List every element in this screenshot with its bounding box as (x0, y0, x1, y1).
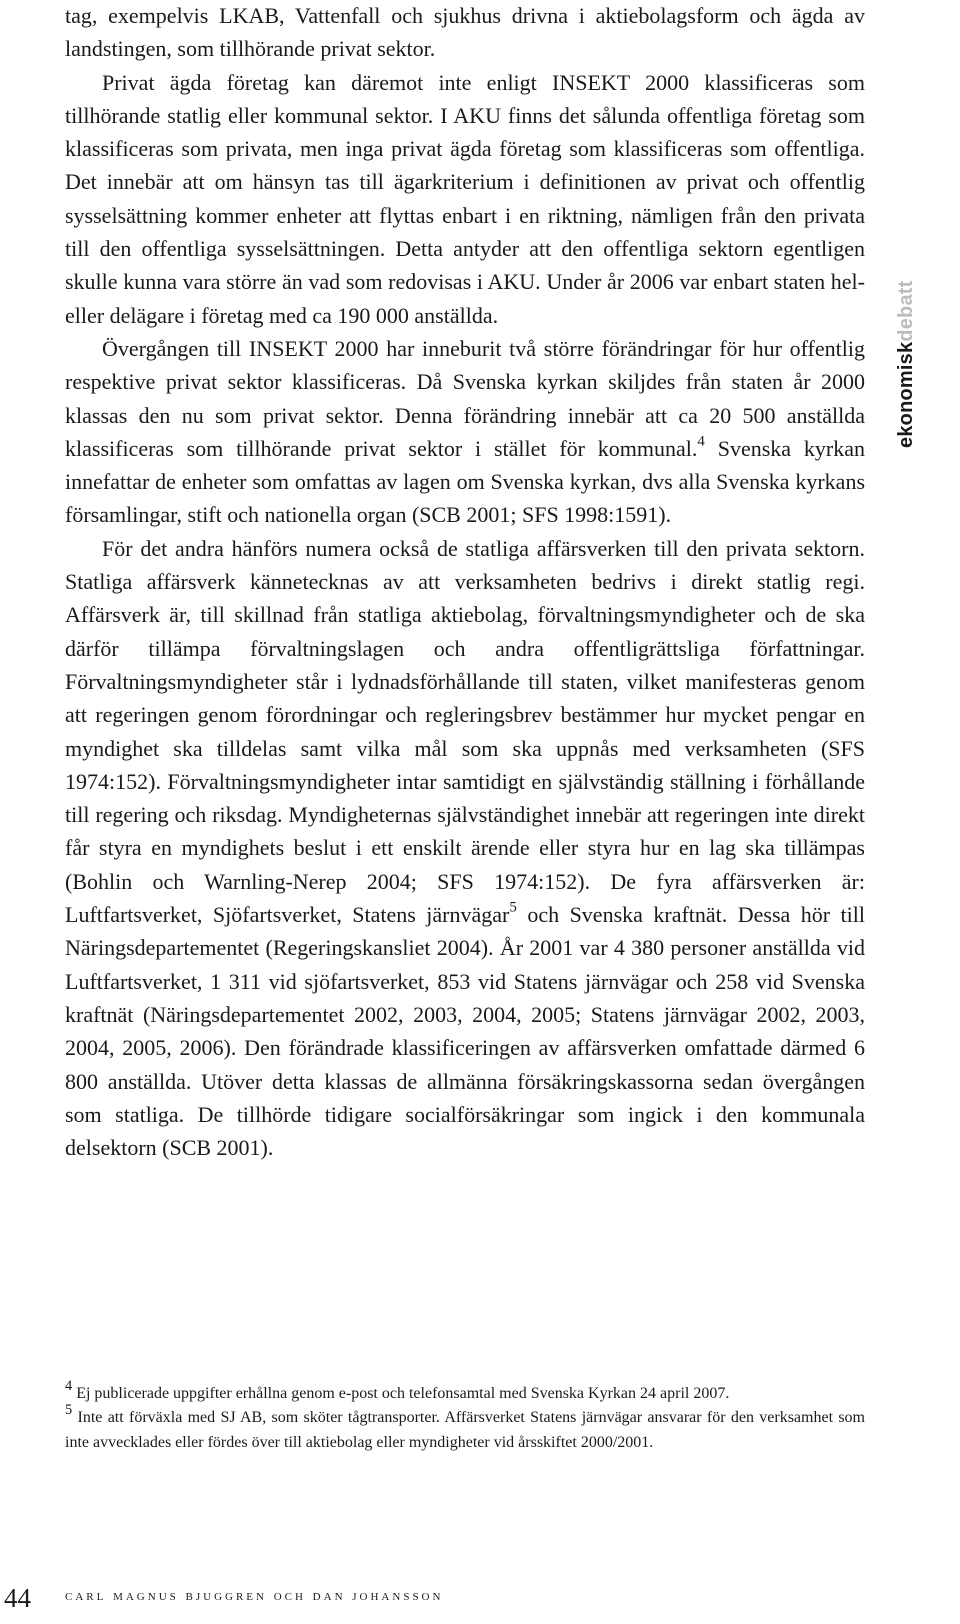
paragraph-1 (65, 0, 865, 66)
footnote-5 (65, 1401, 866, 1456)
paragraph-3-text-a: Övergången till INSEKT 2000 har inneburit två större förändringar för hur offentlig respektive privat sektor klassificeras. Då Svenska kyrkan skiljdes från staten år 2000 klassas den nu som privat sektor. Denna förändring innebär att ca 20 500 anställda klassificeras som tillhörande privat sektor i stället för kommunal. (65, 335, 865, 461)
footnote-marker-5: 5 (65, 1401, 73, 1418)
paragraph-2 (65, 66, 865, 332)
side-label-debatt: debatt (895, 280, 917, 342)
footnotes (65, 1378, 866, 1454)
side-label-ekonomisk: ekonomisk (895, 341, 917, 448)
footnote-4-text: Ej publicerade uppgifter erhållna genom e-post och telefonsamtal med Svenska Kyrkan 24 april 2007. (76, 1385, 730, 1402)
footnote-5-text: Inte att förväxla med SJ AB, som sköter tågtransporter. Affärsverket Statens järnvägar ansvarar för den verksamhet som inte avvecklades eller fördes över till aktiebolag eller myndigheter vid årsskiftet 2000/2001. (65, 1408, 866, 1451)
page-number: 44 (4, 1583, 31, 1613)
body-text (65, 0, 865, 1164)
footnote-ref-5[interactable]: 5 (509, 899, 517, 916)
paragraph-4 (65, 532, 865, 1165)
footnote-marker-4: 4 (65, 1378, 73, 1395)
paragraph-3-text-b: Svenska kyrkan innefattar de enheter som omfattas av lagen om Svenska kyrkan, dvs alla Svenska kyrkans församlingar, stift och nationella organ (SCB 2001; SFS 1998:1591). (65, 435, 866, 528)
running-footer-authors: carl magnus bjuggren och dan johansson (65, 1588, 444, 1604)
footnote-4 (65, 1378, 865, 1407)
footnote-ref-4[interactable]: 4 (697, 433, 705, 450)
paragraph-3 (65, 332, 865, 532)
paragraph-2-text: Privat ägda företag kan däremot inte enligt INSEKT 2000 klassificeras som tillhörande statlig eller kommunal sektor. I AKU finns det sålunda offentliga företag som klassificeras som privata, men inga privat ägda företag som klassificeras som offentliga. Det innebär att om hänsyn tas till ägarkriterium i definitionen av privat och offentlig sysselsättning kommer enheter att flyttas enbart i en riktning, nämligen från den privata till den offentliga sysselsättningen. Detta antyder att den offentliga sektorn egentligen skulle kunna vara större än vad som redovisas i AKU. Under år 2006 var enbart staten hel- eller delägare i företag med ca 190 000 anställda. (65, 69, 865, 328)
paragraph-4-text-b: och Svenska kraftnät. Dessa hör till Näringsdepartementet (Regeringskansliet 2004). År 2001 var 4 380 personer anställda vid Luftfartsverket, 1 311 vid sjöfartsverket, 853 vid Statens järnvägar och 258 vid Svenska kraftnät (Näringsdepartementet 2002, 2003, 2004, 2005; Statens järnvägar 2002, 2003, 2004, 2005, 2006). Den förändrade klassificeringen av affärsverken omfattade därmed 6 800 anställda. Utöver detta klassas de allmänna försäkringskassorna sedan övergången som statliga. De tillhörde tidigare socialförsäkringar som ingick i den kommunala delsektorn (SCB 2001). (65, 902, 866, 1161)
paragraph-4-text-a: För det andra hänförs numera också de statliga affärsverken till den privata sektorn. Statliga affärsverk kännetecknas av att verksamheten bedrivs i direkt statlig regi. Affärsverk är, till skillnad från statliga aktiebolag, förvaltningsmyndigheter och de ska därför tillämpa förvaltningslagen och andra offentligrättsliga författningar. Förvaltningsmyndigheter står i lydnadsförhållande till staten, vilket manifesteras genom att regeringen genom förordningar och regleringsbrev bestämmer hur mycket pengar en myndighet ska tilldelas samt vilka mål som ska uppnås med verksamheten (SFS 1974:152). Förvaltningsmyndigheter intar samtidigt en självständig ställning i förhållande till regering och riksdag. Myndigheternas självständighet innebär att regeringen inte direkt får styra en myndighets beslut i ett enskilt ärende eller styra hur en lag ska tillämpas (Bohlin och Warnling-Nerep 2004; SFS 1974:152). De fyra affärsverken är: Luftfartsverket, Sjöfartsverket, Statens järnvägar (65, 535, 865, 928)
journal-side-label (895, 281, 918, 449)
paragraph-1-text: tag, exempelvis LKAB, Vattenfall och sjukhus drivna i aktiebolagsform och ägda av landstingen, som tillhörande privat sektor. (65, 3, 865, 62)
